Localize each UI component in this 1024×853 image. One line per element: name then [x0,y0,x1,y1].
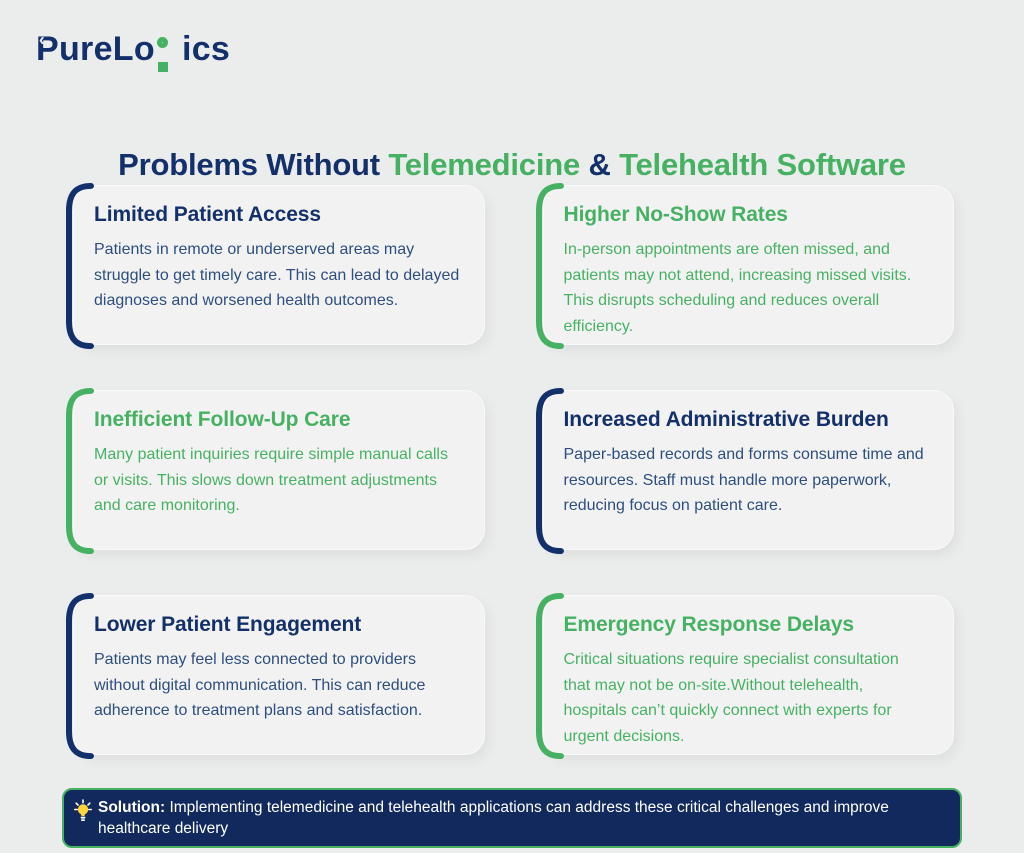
lightbulb-icon [74,799,92,828]
left-bracket-icon [62,181,94,351]
card-body: In-person appointments are often missed, and patients may not attend, increasing missed visits. This disrupts scheduling and reduces overall efficiency. [563,241,912,335]
logo-letter-p: Pure ‹ [36,32,113,66]
card-title: Inefficient Follow-Up Care [94,408,351,431]
title-part-telemedicine: Telemedicine [388,146,581,182]
title-part-ampersand: & [580,146,620,182]
card-title: Lower Patient Engagement [94,613,362,636]
left-bracket-icon [62,591,94,761]
left-bracket-icon [62,386,94,556]
logo-letter-o: o [133,30,155,68]
left-bracket-icon [532,386,564,556]
logo-letter-l: L [112,30,134,68]
logo-letters-ics: ics [181,30,231,68]
card-body: Paper-based records and forms consume time and resources. Staff must handle more paperwork, reducing focus on patient care. [563,446,924,514]
logo-green-g-icon [157,34,180,60]
card-title: Higher No-Show Rates [563,203,788,226]
card-title: Emergency Response Delays [563,613,854,636]
card-higher-no-show-rates [543,185,955,345]
left-bracket-icon [532,591,564,761]
card-emergency-response-delays [543,595,955,755]
card-lower-patient-engagement [73,595,485,755]
solution-label: Solution: [98,799,166,816]
card-inefficient-follow-up-care [73,390,485,550]
problem-cards-grid [73,185,954,755]
card-body: Critical situations require specialist consultation that may not be on-site.Without telehealth, hospitals can’t quickly connect with experts for urgent decisions. [563,651,899,745]
title-part-telehealth-software: Telehealth Software [619,146,906,182]
page-title [0,147,1024,183]
solution-body: Implementing telemedicine and telehealth applications can address these critical challenges and improve healthcare delivery [98,799,889,837]
solution-text [98,797,944,839]
card-body: Patients in remote or underserved areas may struggle to get timely care. This can lead to delayed diagnoses and worsened health outcomes. [94,241,460,309]
card-limited-patient-access [73,185,485,345]
card-increased-administrative-burden [543,390,955,550]
card-title: Increased Administrative Burden [563,408,889,431]
title-part-problems-without: Problems Without [118,146,389,182]
card-body: Patients may feel less connected to providers without digital communication. This can reduce adherence to treatment plans and satisfaction. [94,651,426,719]
left-bracket-icon [532,181,564,351]
card-title: Limited Patient Access [94,203,321,226]
solution-banner [62,788,962,848]
purelogics-logo [36,32,230,66]
card-body: Many patient inquiries require simple manual calls or visits. This slows down treatment adjustments and care monitoring. [94,446,448,514]
